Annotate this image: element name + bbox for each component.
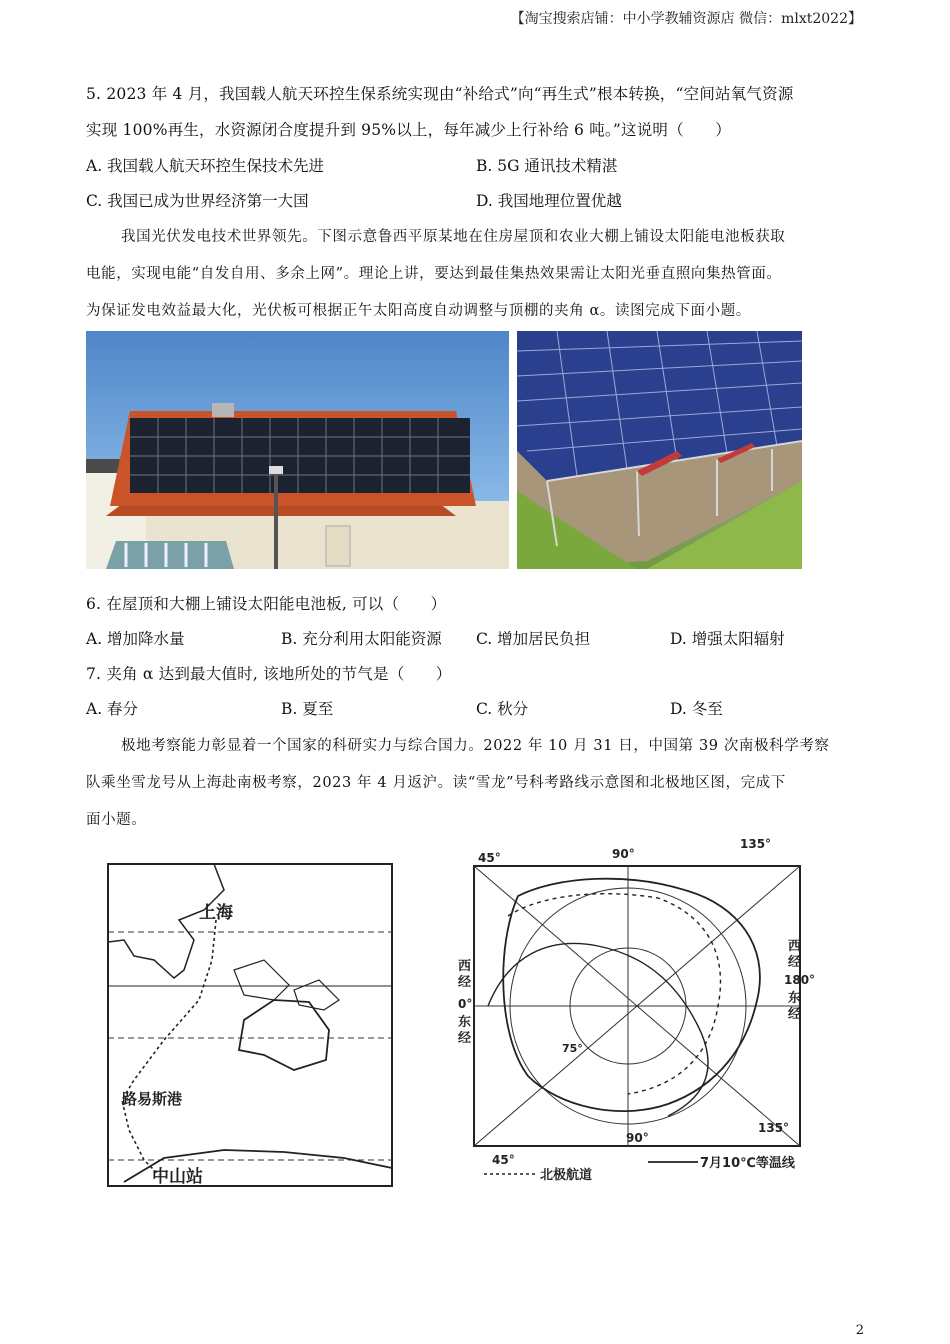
q5-option-b: B. 5G 通讯技术精湛 xyxy=(476,157,618,175)
deg-bottom-mid: 90° xyxy=(626,1131,649,1145)
q6-option-b: B. 充分利用太阳能资源 xyxy=(281,630,442,648)
q6-option-a: A. 增加降水量 xyxy=(86,630,185,648)
right-label-2: 经 xyxy=(788,955,802,970)
right-label-4: 东 xyxy=(788,991,802,1006)
greenhouse-solar-photo xyxy=(517,331,802,569)
deg-bottom-left: 45° xyxy=(492,1153,515,1167)
xuelong-route-map xyxy=(104,860,396,1194)
label-port-louis: 路易斯港 xyxy=(122,1090,183,1108)
q7-option-c: C. 秋分 xyxy=(476,700,529,718)
q7-stem: 7. 夹角 α 达到最大值时, 该地所处的节气是（ ） xyxy=(86,665,452,683)
q6-option-c: C. 增加居民负担 xyxy=(476,630,591,648)
legend-route-label: 北极航道 xyxy=(540,1168,593,1183)
left-label-1: 西 xyxy=(458,959,472,974)
deg-top-right: 135° xyxy=(740,837,772,851)
deg-top-mid: 90° xyxy=(612,847,635,861)
left-label-2: 经 xyxy=(458,975,472,990)
deg-75: 75° xyxy=(562,1042,583,1055)
q7-option-d: D. 冬至 xyxy=(670,700,723,718)
q6-option-d: D. 增强太阳辐射 xyxy=(670,630,785,648)
right-label-5: 经 xyxy=(788,1007,802,1022)
passage1-line2: 电能，实现电能“自发自用、多余上网”。理论上讲，要达到最佳集热效果需让太阳光垂直照向集热管面。 xyxy=(86,266,782,282)
deg-bottom-right: 135° xyxy=(758,1121,790,1135)
passage2-line2: 队乘坐雪龙号从上海赴南极考察，2023 年 4 月返沪。读“雪龙”号科考路线示意图和北极地区图，完成下 xyxy=(86,775,786,791)
q7-option-b: B. 夏至 xyxy=(281,700,334,718)
deg-top-left: 45° xyxy=(478,851,501,865)
arctic-region-map xyxy=(448,836,818,1186)
q5-stem-line2: 实现 100%再生，水资源闭合度提升到 95%以上，每年减少上行补给 6 吨。”这说明（ ） xyxy=(86,121,731,139)
label-zhongshan-station: 中山站 xyxy=(152,1167,203,1187)
label-shanghai: 上海 xyxy=(199,903,233,923)
left-label-5: 经 xyxy=(458,1031,472,1046)
page-header: 【淘宝搜索店铺：中小学教辅资源店 微信：mlxt2022】 xyxy=(510,11,862,27)
q6-stem: 6. 在屋顶和大棚上铺设太阳能电池板, 可以（ ） xyxy=(86,595,447,613)
q7-option-a: A. 春分 xyxy=(86,700,139,718)
q5-option-d: D. 我国地理位置优越 xyxy=(476,192,622,210)
passage2-line1: 极地考察能力彰显着一个国家的科研实力与综合国力。2022 年 10 月 31 日，中国第 39 次南极科学考察 xyxy=(121,738,830,754)
passage1-line3: 为保证发电效益最大化，光伏板可根据正午太阳高度自动调整与顶棚的夹角 α。读图完成下面小题。 xyxy=(86,303,751,319)
passage2-line3: 面小题。 xyxy=(86,812,147,828)
passage1-line1: 我国光伏发电技术世界领先。下图示意鲁西平原某地在住房屋顶和农业大棚上铺设太阳能电池板获取 xyxy=(121,229,786,245)
q5-option-c: C. 我国已成为世界经济第一大国 xyxy=(86,192,309,210)
q5-stem-line1: 5. 2023 年 4 月，我国载人航天环控生保系统实现由“补给式”向“再生式”根本转换，“空间站氧气资源 xyxy=(86,85,794,103)
house-solar-roof-photo xyxy=(86,331,509,569)
q5-option-a: A. 我国载人航天环控生保技术先进 xyxy=(86,157,325,175)
right-label-1: 西 xyxy=(788,939,802,954)
left-label-3: 0° xyxy=(458,997,473,1011)
left-label-4: 东 xyxy=(458,1015,472,1030)
legend-isotherm-label: 7月10℃等温线 xyxy=(700,1156,795,1171)
page-number: 2 xyxy=(855,1323,864,1338)
right-label-3: 180° xyxy=(784,973,816,987)
